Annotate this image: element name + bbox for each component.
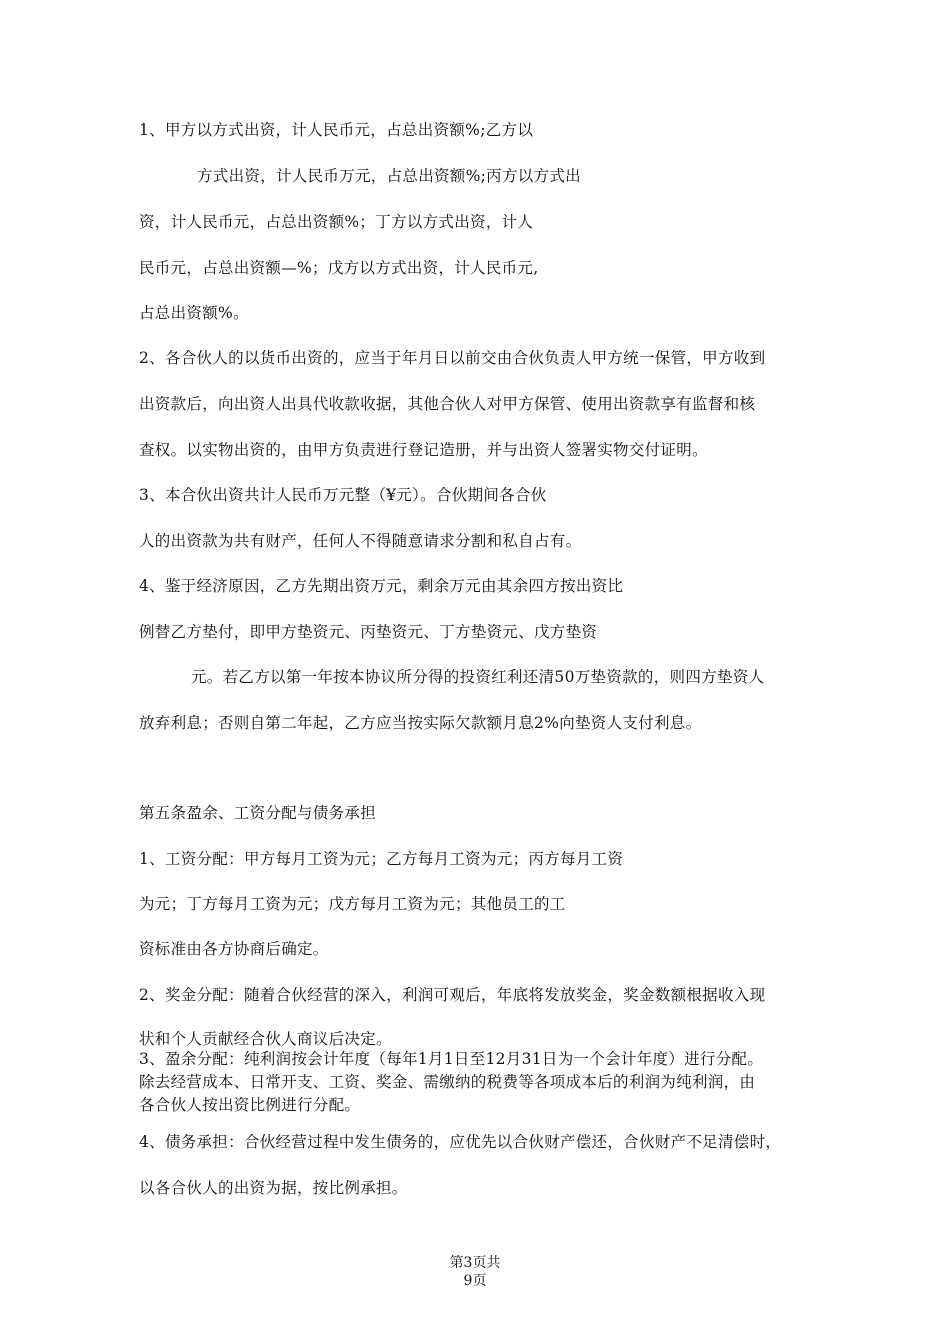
wage-para-line-2: 为元；丁方每月工资为元；戊方每月工资为元；其他员工的工 [139,895,566,913]
contribution-para-1-line-5: 占总出资额%。 [139,304,249,322]
page-number-line-2: 9页 [463,1273,487,1289]
bonus-para-line-2: 状和个人贡献经合伙人商议后决定。 [139,1030,392,1048]
wage-para-line-1: 1、工资分配：甲方每月工资为元；乙方每月工资为元；丙方每月工资 [139,850,624,868]
contribution-para-1-line-4: 民币元，占总出资额—%；戊方以方式出资，计人民币元, [139,259,539,277]
surplus-para-line-3: 各合伙人按出资比例进行分配。 [139,1096,361,1114]
debt-para-line-1: 4、债务承担：合伙经营过程中发生债务的，应优先以合伙财产偿还，合伙财产不足清偿时， [139,1133,782,1151]
contribution-para-1-line-2: 方式出资，计人民币万元，占总出资额%;丙方以方式出 [197,167,581,185]
contribution-para-3-line-1: 3、本合伙出资共计人民币万元整（¥元）。合伙期间各合伙 [139,486,547,504]
contribution-para-4-line-3: 元。若乙方以第一年按本协议所分得的投资红利还清50万垫资款的，则四方垫资人 [191,668,765,686]
page-number-line-1: 第3页共 [449,1255,501,1271]
contribution-para-4-line-1: 4、鉴于经济原因，乙方先期出资万元，剩余万元由其余四方按出资比 [139,577,624,595]
contribution-para-1-line-1: 1、甲方以方式出资，计人民币元，占总出资额%;乙方以 [139,121,534,139]
contribution-para-2-line-1: 2、各合伙人的以货币出资的，应当于年月日以前交由合伙负责人甲方统一保管，甲方收到 [139,349,766,367]
surplus-para-line-1: 3、盈余分配：纯利润按会计年度（每年1月1日至12月31日为一个会计年度）进行分配。 [139,1050,764,1068]
contribution-para-1-line-3: 资，计人民币元，占总出资额%；丁方以方式出资，计人 [139,213,534,231]
contribution-para-3-line-2: 人的出资款为共有财产，任何人不得随意请求分割和私自占有。 [139,532,582,550]
surplus-para-line-2: 除去经营成本、日常开支、工资、奖金、需缴纳的税费等各项成本后的利润为纯利润，由 [139,1073,756,1091]
contribution-para-2-line-2: 出资款后，向出资人出具代收款收据，其他合伙人对甲方保管、使用出资款享有监督和核 [139,395,756,413]
contribution-para-4-line-2: 例替乙方垫付，即甲方垫资元、丙垫资元、丁方垫资元、戊方垫资 [139,623,598,641]
contribution-para-2-line-3: 查权。以实物出资的，由甲方负责进行登记造册，并与出资人签署实物交付证明。 [139,441,708,459]
wage-para-line-3: 资标准由各方协商后确定。 [139,940,329,958]
bonus-para-line-1: 2、奖金分配：随着合伙经营的深入，利润可观后，年底将发放奖金，奖金数额根据收入现 [139,986,766,1004]
contribution-para-4-line-4: 放弃利息；否则自第二年起，乙方应当按实际欠款额月息2%向垫资人支付利息。 [139,714,702,732]
article-5-heading: 第五条盈余、工资分配与债务承担 [139,804,377,822]
debt-para-line-2: 以各合伙人的出资为据，按比例承担。 [139,1179,408,1197]
